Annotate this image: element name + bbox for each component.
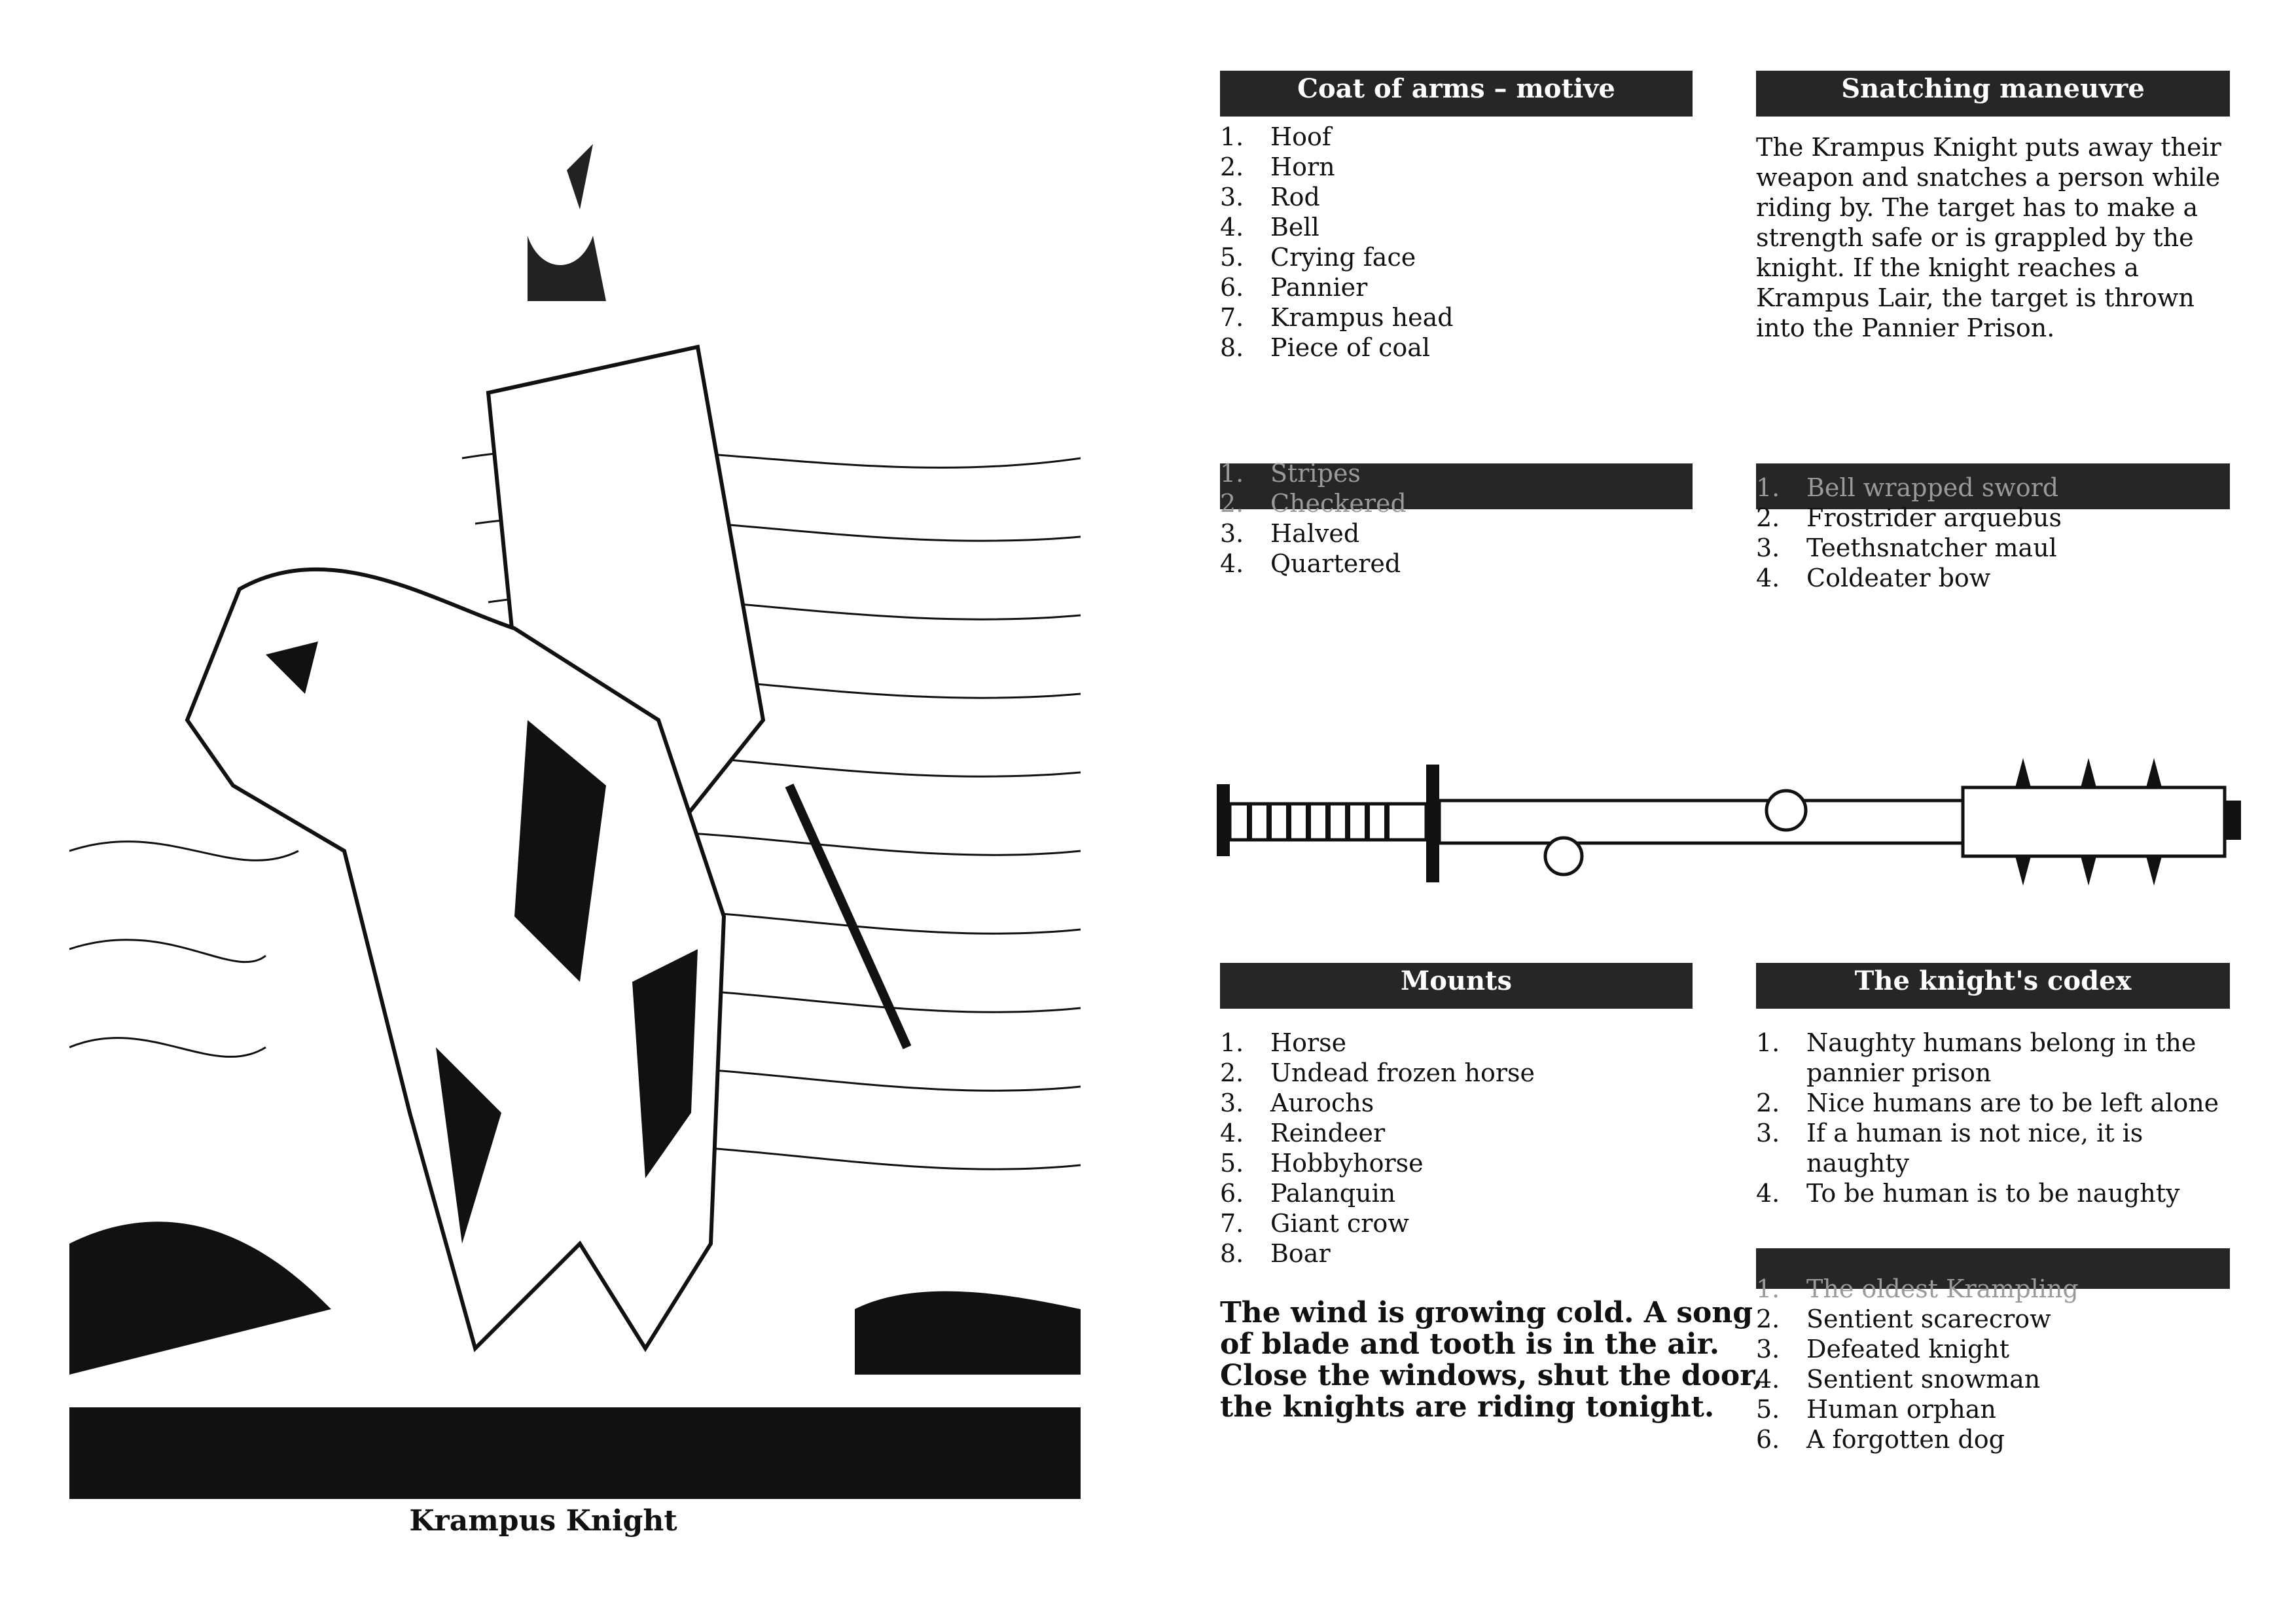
- list-item: 1. Hoof: [1220, 122, 1331, 151]
- list-item: 7. Krampus head: [1220, 303, 1454, 332]
- list-item: 2. Frostrider arquebus: [1756, 503, 2062, 532]
- list-item: 7. Giant crow: [1220, 1209, 1409, 1238]
- poem: [1220, 1297, 1763, 1423]
- list-item: 1. Naughty humans belong in the pannier prison: [1756, 1028, 2197, 1087]
- weapons-list: [1756, 473, 2062, 593]
- list-item: 8. Boar: [1220, 1239, 1331, 1268]
- snatching-maneuvre-text: The Krampus Knight puts away their weapon and snatches a person while riding by. The target has to make a strength safe or is grappled by the knight. If the knight reaches a Krampus Lair, the target is thrown into the Pannier Prison.: [1756, 133, 2221, 342]
- poem-line: the knights are riding tonight.: [1220, 1390, 1715, 1424]
- list-item: 2. Horn: [1220, 153, 1335, 181]
- pattern-list: [1220, 458, 1407, 579]
- list-item: 2. Sentient scarecrow: [1756, 1305, 2051, 1333]
- list-item: 6. A forgotten dog: [1756, 1425, 2005, 1454]
- krampus-knight-illustration: [69, 131, 1081, 1499]
- list-item: 6. Palanquin: [1220, 1179, 1396, 1208]
- list-item: 3. Rod: [1220, 183, 1320, 211]
- list-item: 1. The oldest Krampling: [1756, 1274, 2079, 1303]
- list-item: 1. Stripes: [1220, 459, 1361, 488]
- companions-list: [1756, 1274, 2079, 1454]
- list-item: 4. Reindeer: [1220, 1119, 1386, 1147]
- mounts-list: [1220, 1028, 1535, 1269]
- list-item: 4. Sentient snowman: [1756, 1365, 2041, 1394]
- list-item: 5. Human orphan: [1756, 1395, 1996, 1424]
- list-item: 3. Halved: [1220, 519, 1360, 548]
- list-item: 6. Pannier: [1220, 273, 1368, 302]
- list-item: 1. Bell wrapped sword: [1756, 473, 2059, 502]
- list-item: 2. Checkered: [1220, 489, 1407, 518]
- poem-line: Close the windows, shut the door,: [1220, 1359, 1763, 1392]
- list-item: 3. Aurochs: [1220, 1089, 1374, 1117]
- coat-of-arms-motive-header: Coat of arms – motive: [1220, 71, 1693, 117]
- maul-weapon-illustration: [1210, 758, 2251, 892]
- list-item: 1. Horse: [1220, 1028, 1347, 1057]
- knights-codex-header: The knight's codex: [1756, 963, 2230, 1009]
- list-item: 3. If a human is not nice, it is naughty: [1756, 1119, 2144, 1178]
- snatching-maneuvre-header: Snatching maneuvre: [1756, 71, 2230, 117]
- poem-line: The wind is growing cold. A song: [1220, 1296, 1753, 1329]
- mounts-header: Mounts: [1220, 963, 1693, 1009]
- list-item: 4. Bell: [1220, 213, 1319, 242]
- knights-codex-list: [1756, 1028, 2240, 1208]
- illustration-caption: Krampus Knight: [409, 1504, 677, 1538]
- list-item: 4. To be human is to be naughty: [1756, 1179, 2180, 1208]
- list-item: 5. Crying face: [1220, 243, 1416, 272]
- list-item: 2. Undead frozen horse: [1220, 1058, 1535, 1087]
- list-item: 8. Piece of coal: [1220, 333, 1431, 362]
- list-item: 5. Hobbyhorse: [1220, 1149, 1424, 1178]
- list-item: 3. Defeated knight: [1756, 1335, 2010, 1363]
- list-item: 4. Coldeater bow: [1756, 564, 1991, 592]
- list-item: 3. Teethsnatcher maul: [1756, 533, 2057, 562]
- list-item: 4. Quartered: [1220, 549, 1401, 578]
- list-item: 2. Nice humans are to be left alone: [1756, 1089, 2219, 1117]
- coat-of-arms-motive-list: [1220, 122, 1454, 363]
- poem-line: of blade and tooth is in the air.: [1220, 1327, 1720, 1361]
